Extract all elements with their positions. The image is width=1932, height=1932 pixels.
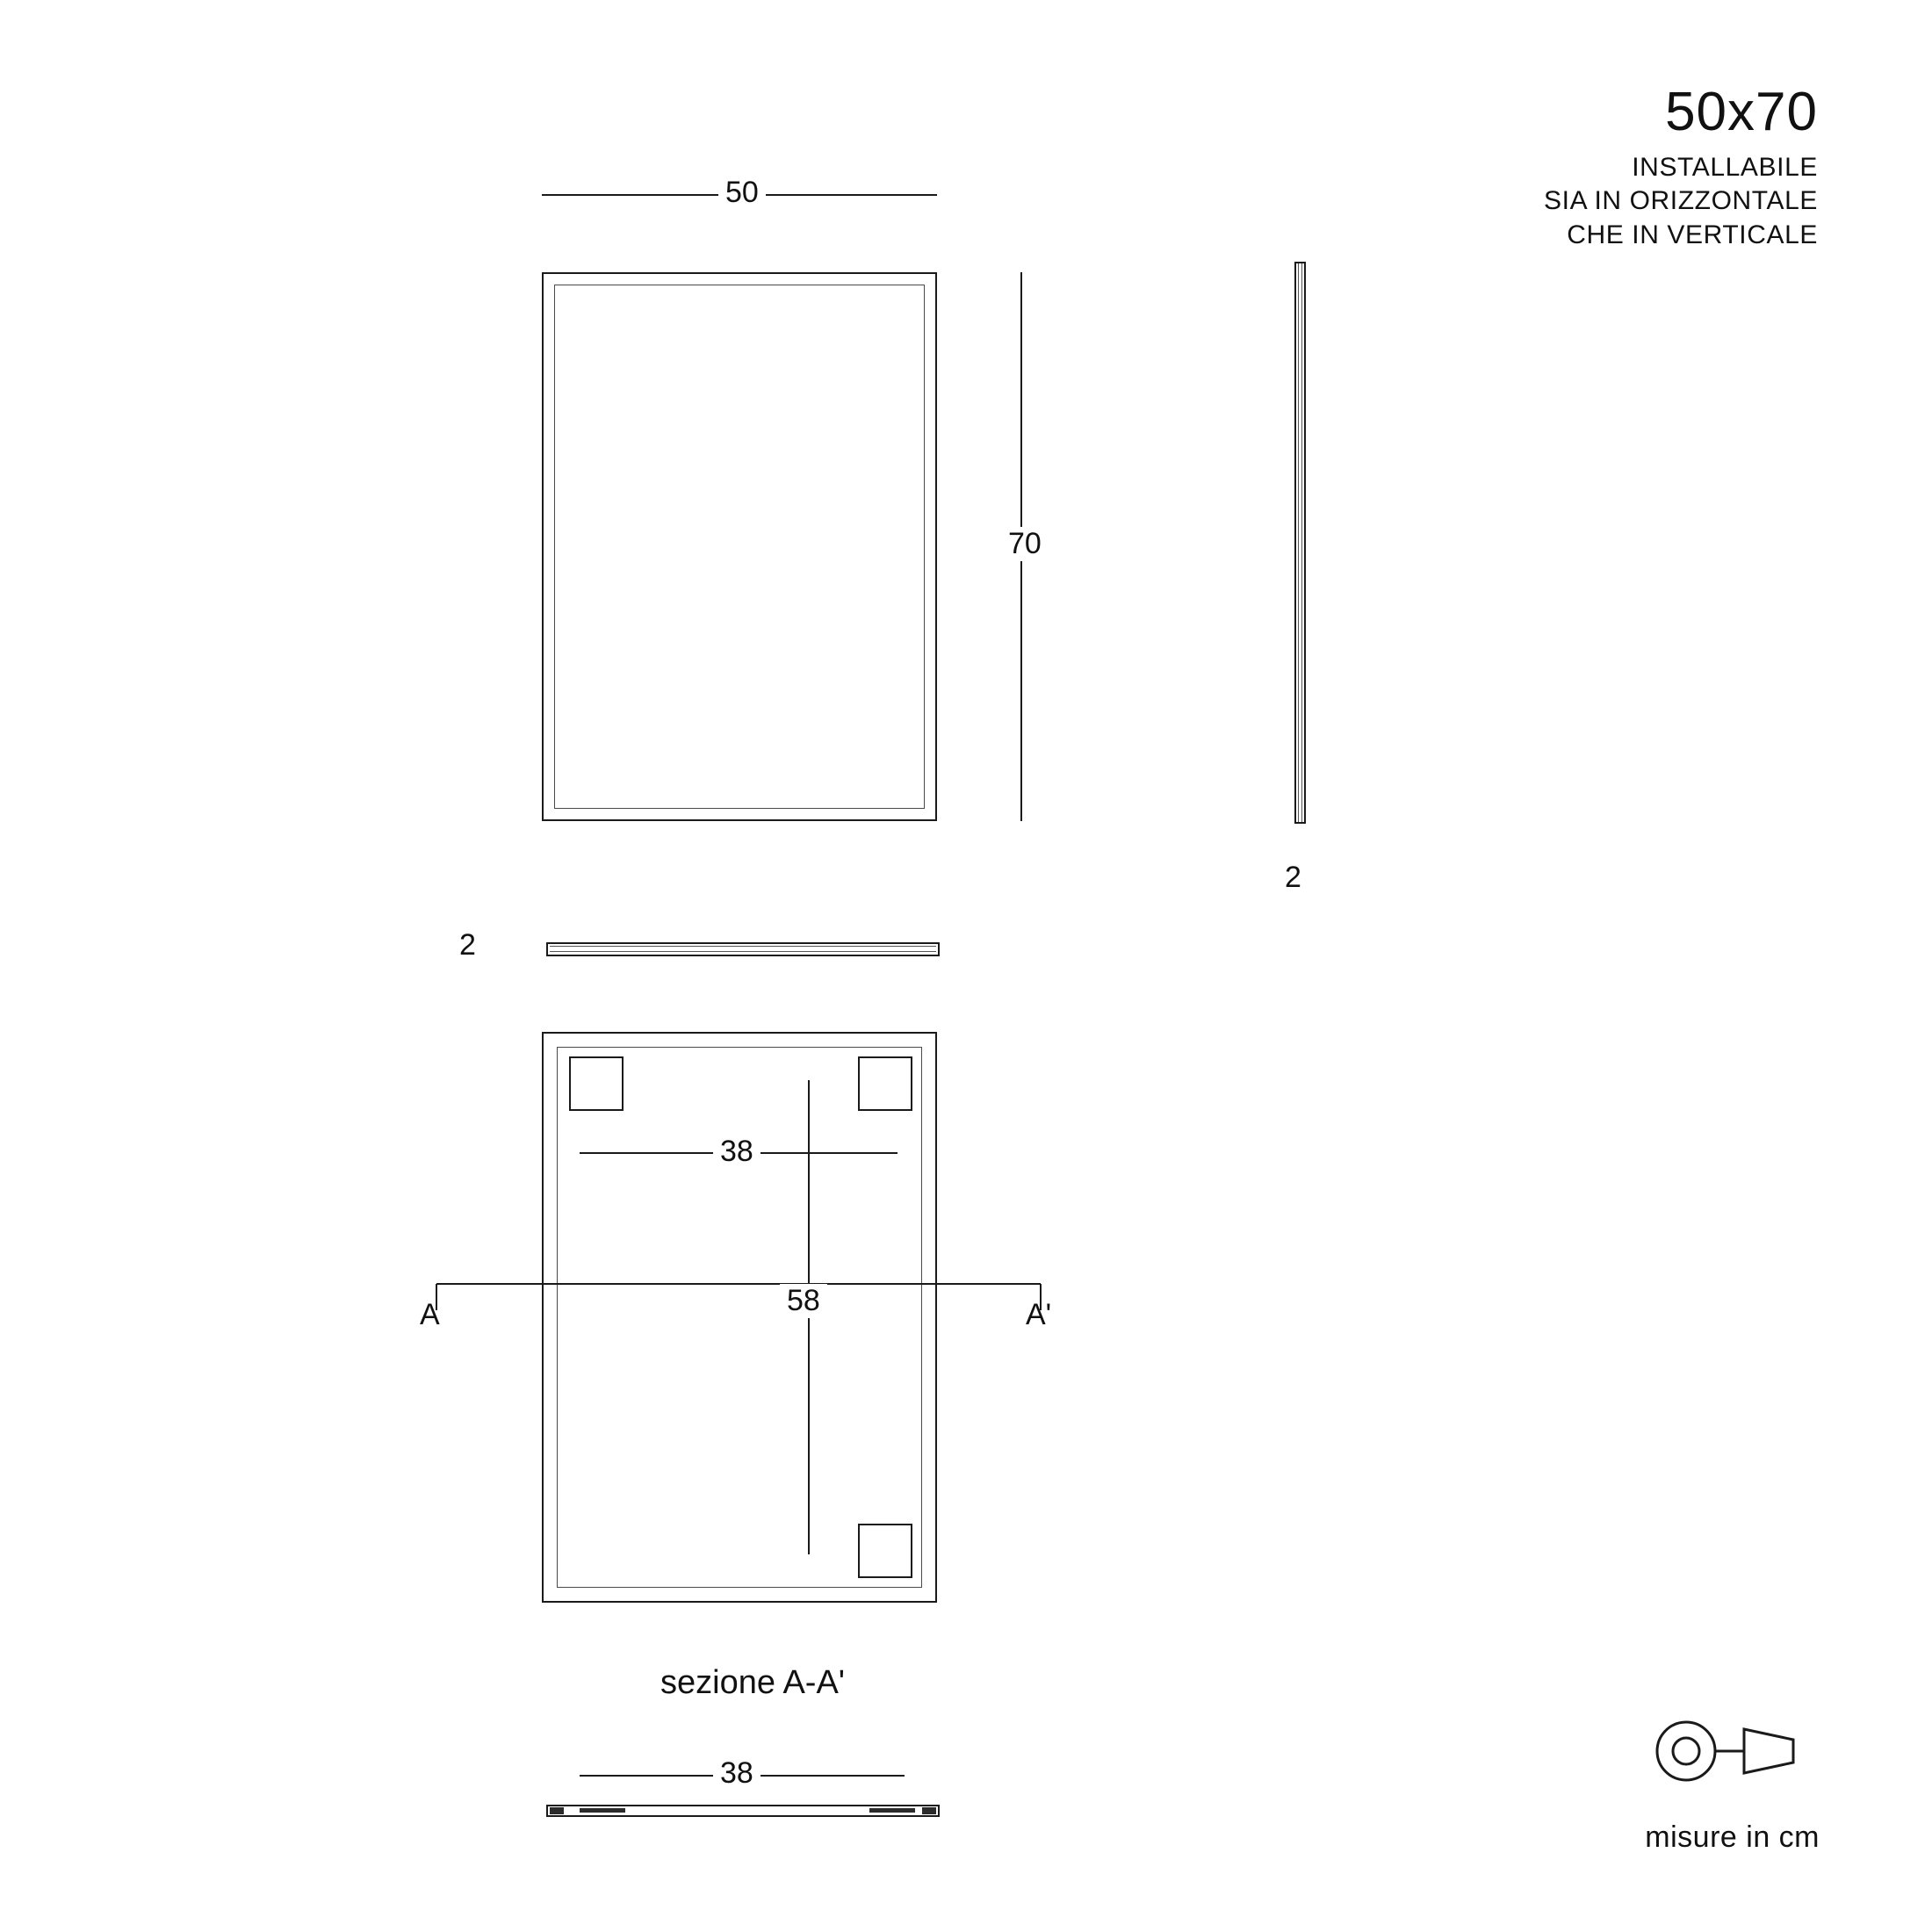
section-strip-mark-1 — [550, 1807, 564, 1814]
bracket-top-right — [858, 1056, 912, 1111]
dim-thickness-side: 2 — [1278, 861, 1308, 895]
page-title: 50x70 — [1665, 82, 1818, 142]
units-label: misure in cm — [1645, 1820, 1820, 1854]
dim-thickness-top: 2 — [452, 928, 483, 962]
dim-front-height: 70 — [1001, 527, 1049, 561]
dim-front-width: 50 — [718, 176, 766, 210]
installation-note-line-3: CHE IN VERTICALE — [1567, 220, 1818, 249]
section-strip-mark-4 — [922, 1807, 936, 1814]
dim-bracket-span-vertical: 58 — [780, 1284, 827, 1318]
dim-bracket-span-horizontal: 38 — [713, 1135, 761, 1169]
side-view-core-line — [1298, 263, 1302, 822]
section-strip-mark-2 — [580, 1808, 625, 1813]
bracket-top-left — [569, 1056, 624, 1111]
top-profile-core-line — [550, 946, 936, 952]
installation-note — [1544, 151, 1818, 252]
section-marker-left: A — [420, 1298, 440, 1331]
front-view-glass — [554, 285, 925, 809]
installation-note-line-2: SIA IN ORIZZONTALE — [1544, 186, 1818, 216]
dim-section-width: 38 — [713, 1756, 761, 1791]
section-caption: sezione A-A' — [660, 1664, 846, 1701]
section-strip-mark-3 — [869, 1808, 915, 1813]
title-block — [1544, 83, 1818, 252]
bracket-bottom-right — [858, 1524, 912, 1578]
projection-symbol — [1653, 1710, 1820, 1793]
section-marker-right: A' — [1026, 1298, 1052, 1331]
installation-note-line-1: INSTALLABILE — [1632, 153, 1818, 183]
back-view-inner-outline — [557, 1047, 922, 1588]
